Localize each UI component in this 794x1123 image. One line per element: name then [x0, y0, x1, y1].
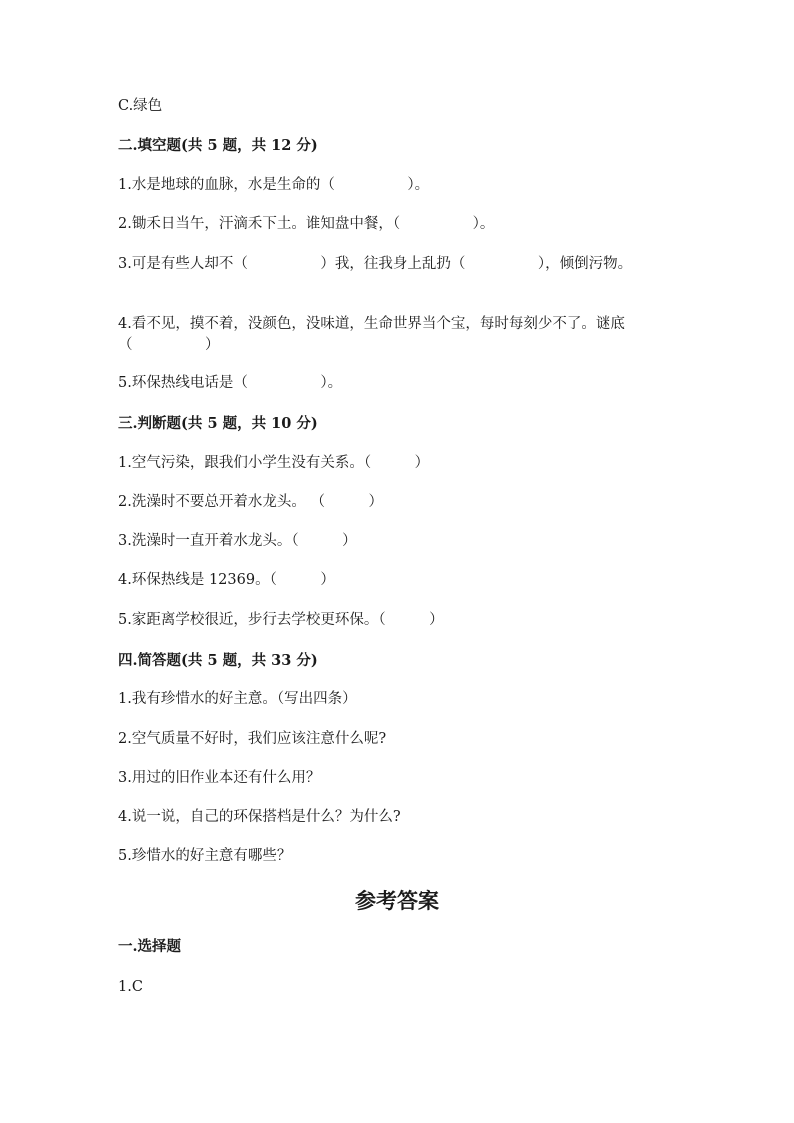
short-answer-question-2: 2.空气质量不好时，我们应该注意什么呢? — [118, 731, 387, 747]
section-fill-blank-heading: 二.填空题(共 5 题，共 12 分) — [118, 137, 318, 154]
fill-blank-question-3: 3.可是有些人却不（ ）我，往我身上乱扔（ ），倾倒污物。 — [118, 256, 633, 272]
true-false-question-2: 2.洗澡时不要总开着水龙头。 （ ） — [118, 494, 383, 510]
fill-blank-question-5: 5.环保热线电话是（ ）。 — [118, 375, 343, 391]
answer-key-title: 参考答案 — [355, 888, 439, 913]
section-true-false-heading: 三.判断题(共 5 题，共 10 分) — [118, 415, 318, 432]
section-short-answer-heading: 四.简答题(共 5 题，共 33 分) — [118, 652, 318, 669]
short-answer-question-1: 1.我有珍惜水的好主意。（写出四条） — [118, 691, 357, 707]
true-false-question-4: 4.环保热线是 12369。（ ） — [118, 572, 335, 588]
short-answer-question-4: 4.说一说，自己的环保搭档是什么？为什么? — [118, 809, 401, 825]
true-false-question-5: 5.家距离学校很近，步行去学校更环保。（ ） — [118, 612, 444, 628]
previous-option-c: C.绿色 — [118, 98, 163, 114]
short-answer-question-5: 5.珍惜水的好主意有哪些？ — [118, 848, 292, 864]
true-false-question-1: 1.空气污染，跟我们小学生没有关系。（ ） — [118, 455, 430, 471]
fill-blank-question-2: 2.锄禾日当午，汗滴禾下土。谁知盘中餐，（ ）。 — [118, 216, 495, 232]
true-false-question-3: 3.洗澡时一直开着水龙头。（ ） — [118, 533, 357, 549]
answer-item-1: 1.C — [118, 979, 143, 995]
answer-multiple-choice-heading: 一.选择题 — [118, 938, 182, 955]
fill-blank-question-4: 4.看不见，摸不着，没颜色，没味道，生命世界当个宝，每时每刻少不了。谜底（ ） — [118, 316, 625, 353]
short-answer-question-3: 3.用过的旧作业本还有什么用？ — [118, 770, 321, 786]
fill-blank-question-1: 1.水是地球的血脉，水是生命的（ ）。 — [118, 177, 430, 193]
